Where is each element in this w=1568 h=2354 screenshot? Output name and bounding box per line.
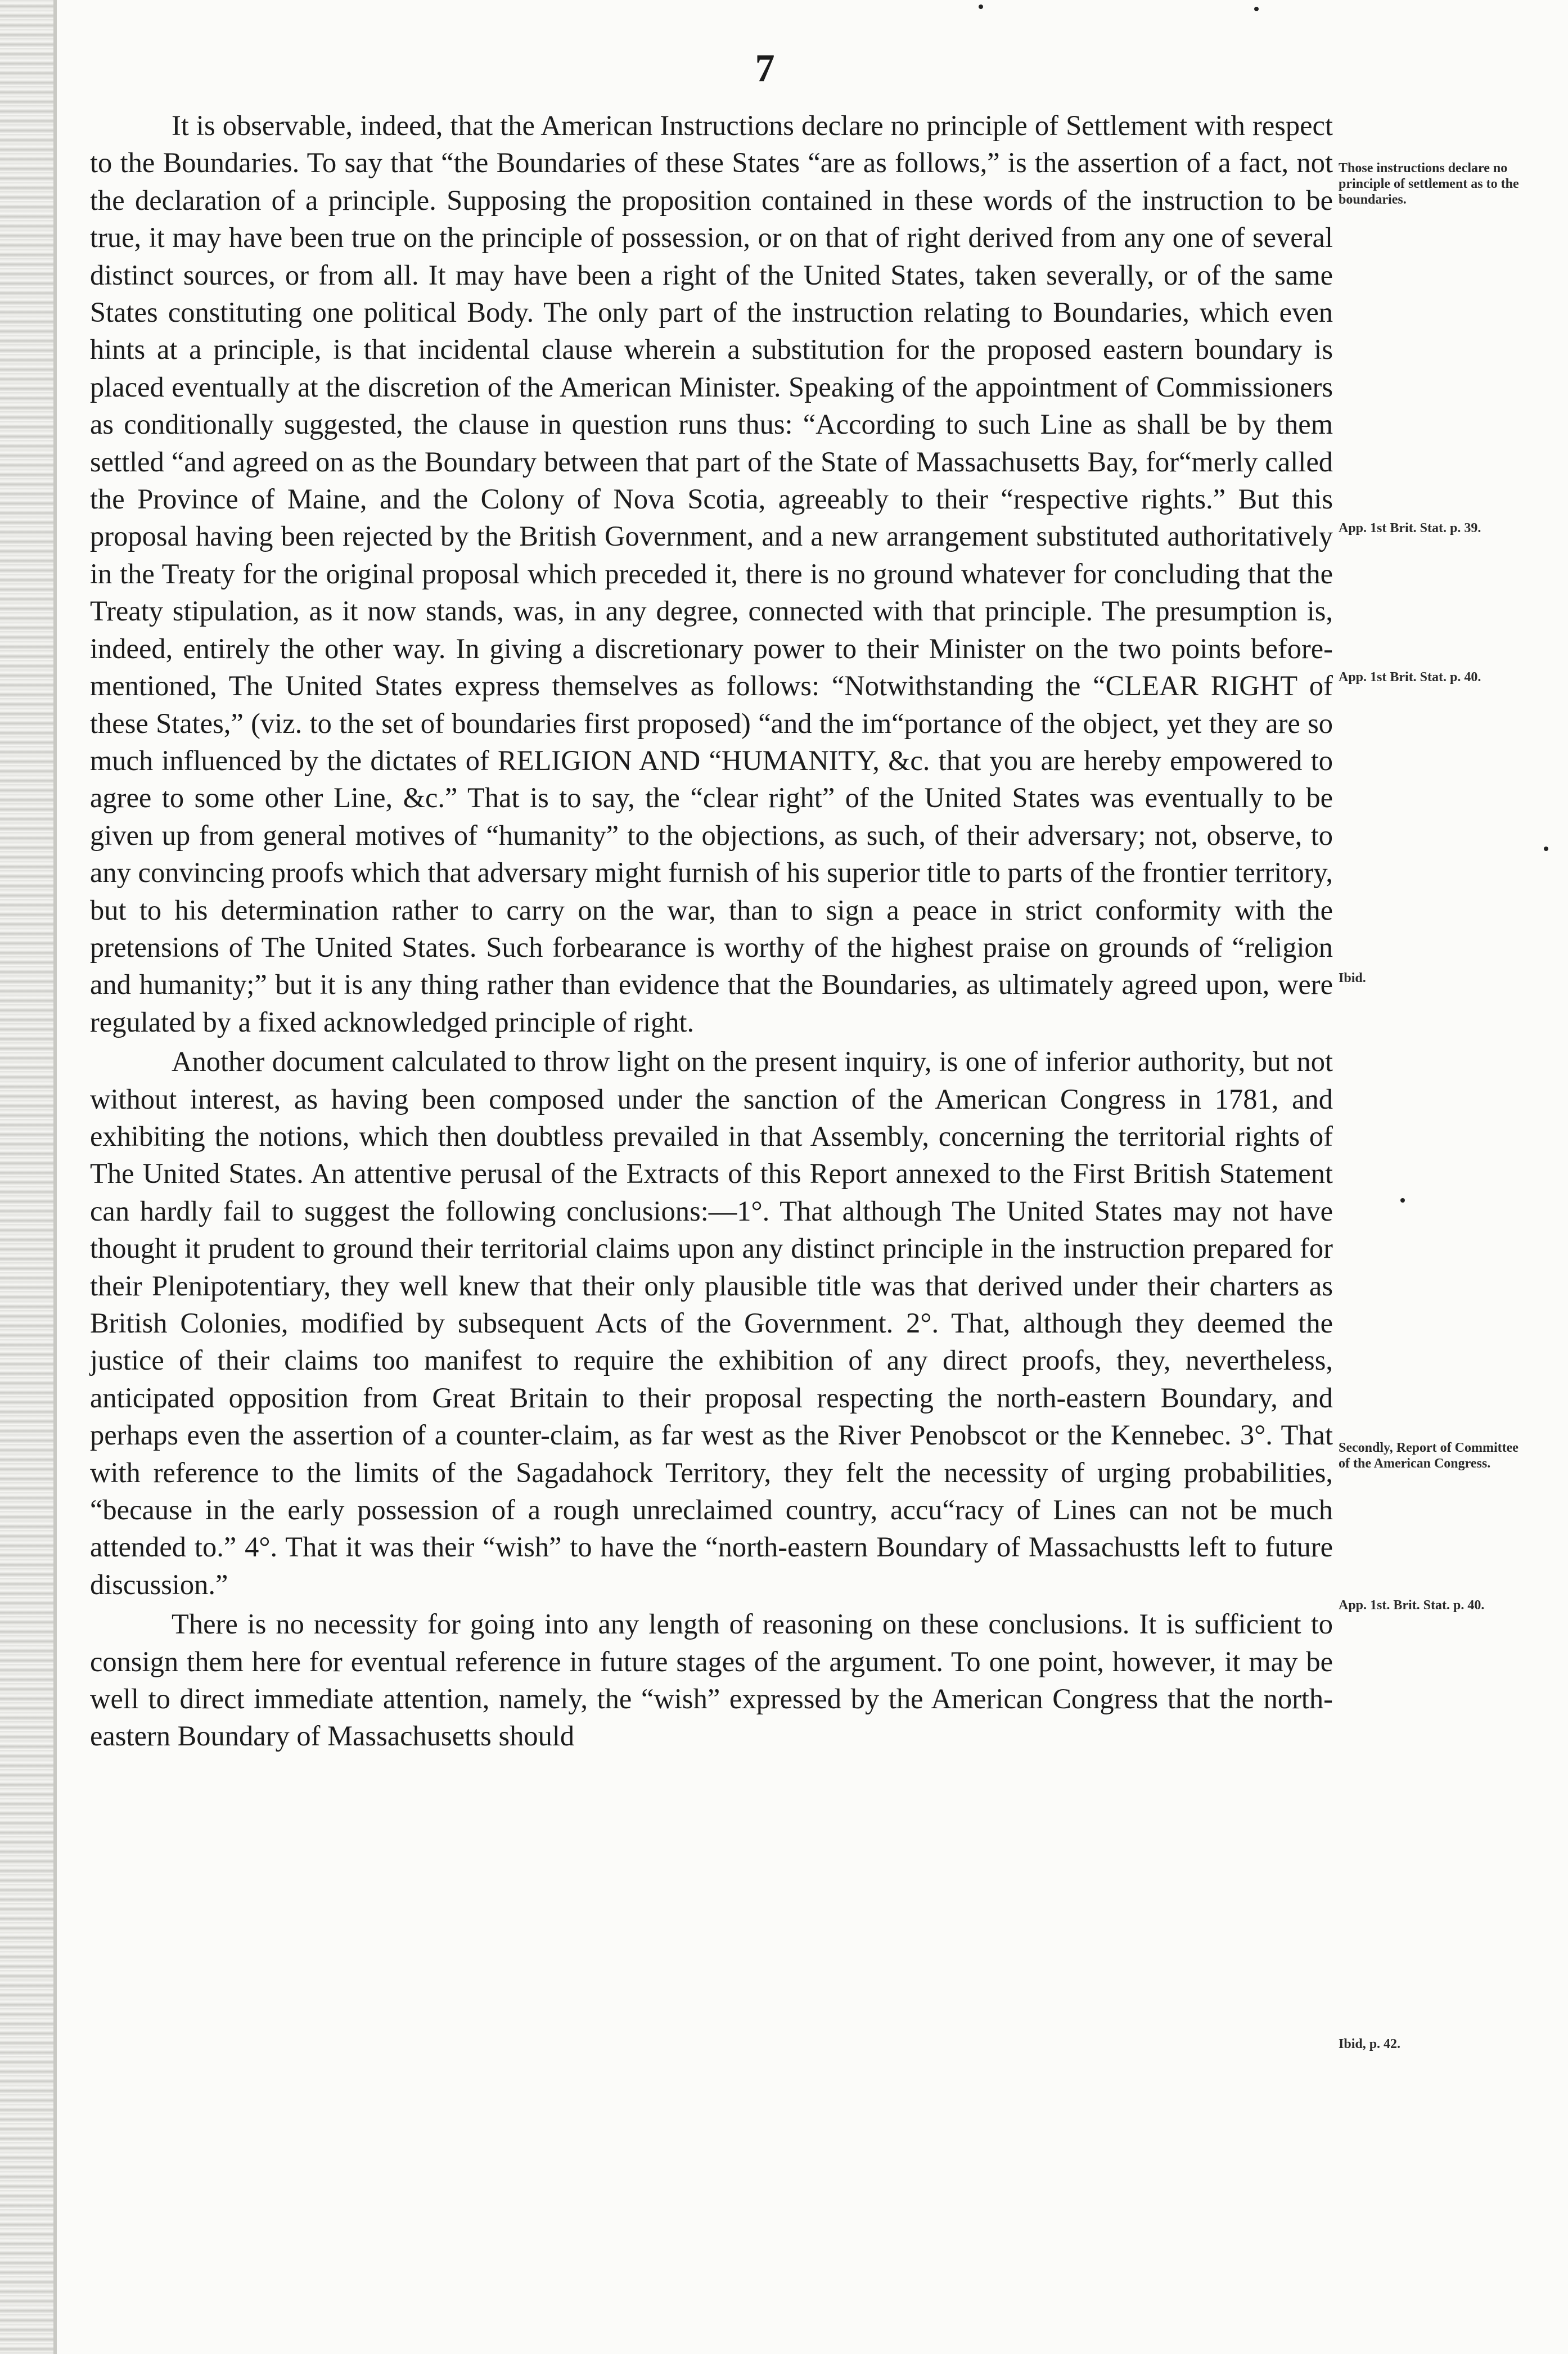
page-binding-edge xyxy=(0,0,53,2354)
margin-note-appendix-40: App. 1st Brit. Stat. p. 40. xyxy=(1339,670,1481,685)
ink-speck xyxy=(1400,1198,1405,1203)
paragraph-3: There is no necessity for going into any length of reasoning on these conclusions. It is sufficient to consign them here for eventual reference in future stages of the argument. To one point, however, it may be well to direct immediate attention, namely, the “wish” expressed by the American Congress that the north-eastern Boundary of Massachusetts should xyxy=(90,1608,1333,1752)
margin-note-ibid-42: Ibid, p. 42. xyxy=(1339,2037,1401,2051)
margin-note-report-of-committee: Secondly, Report of Committee of the American Congress. xyxy=(1339,1441,1519,1471)
page-binding-shadow xyxy=(53,0,57,2354)
paragraph-2: Another document calculated to throw light on the present inquiry, is one of inferior authority, but not without interest, as having been composed under the sanction of the American Congress in 1781, and exhibiting the notions, which then doubtless prevailed in that Assembly, concerning the territorial rights of The United States. An attentive perusal of the Extracts of this Report annexed to the First British Statement can hardly fail to suggest the following conclusions:—1°. That although The United States may not have thought it prudent to ground their territorial claims upon any distinct principle in the instruction prepared for their Plenipotentiary, they well knew that their only plausible title was that derived under their charters as British Colonies, modified by subsequent Acts of the Government. 2°. That, although they deemed the justice of their claims too manifest to require the exhibition of any direct proofs, they, nevertheless, anticipated opposition from Great Britain to their proposal respecting the north-eastern Boundary, and perhaps even the assertion of a counter-claim, as far west as the River Penobscot or the Kennebec. 3°. That with reference to the limits of the Sagadahock Territory, they felt the necessity of urging probabilities, “because in the early possession of a rough unreclaimed country, accu“racy of Lines can not be much attended to.” 4°. That it was their “wish” to have the “north-eastern Boundary of Massachustts left to future discussion.” xyxy=(90,1046,1333,1600)
page-number: 7 xyxy=(755,47,775,90)
ink-speck xyxy=(1254,7,1259,11)
ink-speck xyxy=(979,4,983,9)
margin-note-principle: Those instructions declare no principle of settlement as to the boundaries. xyxy=(1339,161,1519,207)
margin-note-appendix-40-second: App. 1st. Brit. Stat. p. 40. xyxy=(1339,1598,1485,1613)
margin-note-appendix-39: App. 1st Brit. Stat. p. 39. xyxy=(1339,521,1481,535)
body-text xyxy=(90,107,1333,1755)
paragraph-1: It is observable, indeed, that the American Instructions declare no principle of Settlement with respect to the Boundaries. To say that “the Boundaries of these States “are as follows,” is the assertion of a fact, not the declaration of a principle. Supposing the proposition contained in these words of the instruction to be true, it may have been true on the principle of possession, or on that of right derived from any one of several distinct sources, or from all. It may have been a right of the United States, taken severally, or of the same States constituting one political Body. The only part of the instruction relating to Boundaries, which even hints at a principle, is that incidental clause wherein a substitution for the proposed eastern boundary is placed eventually at the discretion of the American Minister. Speaking of the appointment of Commissioners as conditionally suggested, the clause in question runs thus: “According to such Line as shall be by them settled “and agreed on as the Boundary between that part of the State of Massachusetts Bay, for“merly called the Province of Maine, and the Colony of Nova Scotia, agreeably to their “respective rights.” But this proposal having been rejected by the British Government, and a new arrangement substituted authoritatively in the Treaty for the original proposal which preceded it, there is no ground whatever for concluding that the Treaty stipulation, as it now stands, was, in any degree, connected with that principle. The presumption is, indeed, entirely the other way. In giving a discretionary power to their Minister on the two points before-mentioned, The United States express themselves as follows: “Notwithstanding the “CLEAR RIGHT of these States,” (viz. to the set of boundaries first proposed) “and the im“portance of the object, yet they are so much influenced by the dictates of RELIGION AND “HUMANITY, &c. that you are hereby empowered to agree to some other Line, &c.” That is to say, the “clear right” of the United States was eventually to be given up from general motives of “humanity” to the objections, as such, of their adversary; not, observe, to any convincing proofs which that adversary might furnish of his superior title to parts of the frontier territory, but to his determination rather to carry on the war, than to sign a peace in strict conformity with the pretensions of The United States. Such forbearance is worthy of the highest praise on grounds of “religion and humanity;” but it is any thing rather than evidence that the Boundaries, as ultimately agreed upon, were regulated by a fixed acknowledged principle of right. xyxy=(90,110,1333,1038)
margin-note-ibid: Ibid. xyxy=(1339,971,1366,985)
ink-speck xyxy=(1544,847,1548,851)
